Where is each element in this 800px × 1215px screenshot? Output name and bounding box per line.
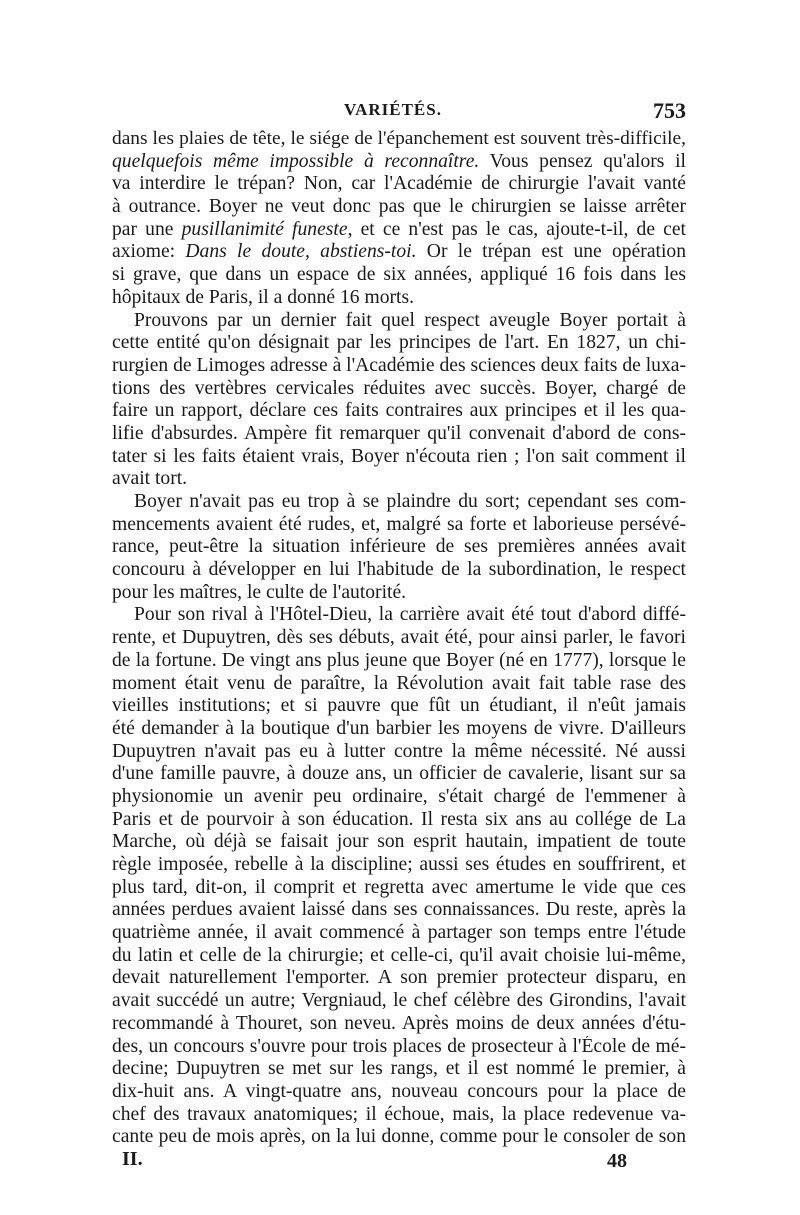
- text-line: par une pusillanimité funeste, et ce n'est pas le cas, ajoute-t-il, de cet: [112, 218, 686, 240]
- text-line: avait succédé un autre; Vergniaud, le chef célèbre des Girondins, l'avait: [112, 990, 686, 1012]
- text-line: axiome: Dans le doute, abstiens-toi. Or le trépan est une opération: [112, 241, 686, 263]
- text-line: tions des vertèbres cervicales réduites avec succès. Boyer, chargé de: [112, 377, 686, 399]
- text-line: lifie d'absurdes. Ampère fit remarquer qu'il convenait d'abord de cons-: [112, 422, 686, 444]
- text-line: hôpitaux de Paris, il a donné 16 morts.: [112, 286, 415, 308]
- body-text: [112, 128, 686, 1149]
- text-line: quatrième année, il avait commencé à partager son temps entre l'étude: [112, 922, 686, 944]
- text-line: vieilles institutions; et si pauvre que fût un étudiant, il n'eût jamais: [112, 695, 686, 717]
- text-line: rurgien de Limoges adresse à l'Académie des sciences deux faits de luxa-: [112, 354, 686, 376]
- text-line: concouru à développer en lui l'habitude de la subordination, le respect: [112, 559, 686, 581]
- paragraph: [112, 128, 686, 310]
- text-line: avait tort.: [112, 468, 188, 490]
- text-line: rance, peut-être la situation inférieure de ses premières années avait: [112, 536, 686, 558]
- text-line: dans les plaies de tête, le siége de l'épanchement est souvent très-difficile,: [112, 128, 686, 149]
- text-line: règle imposée, rebelle à la discipline; aussi ses études en souffrirent, et: [112, 854, 686, 875]
- text-line: quelquefois même impossible à reconnaître. Vous pensez qu'alors il: [112, 150, 686, 172]
- text-line: chef des travaux anatomiques; il échoue, mais, la place redevenue va-: [112, 1103, 686, 1125]
- text-line: va interdire le trépan? Non, car l'Académie de chirurgie l'avait vanté: [112, 173, 686, 195]
- text-line: rente, et Dupuytren, dès ses débuts, avait été, pour ainsi parler, le favori: [112, 627, 686, 649]
- text-line: devait naturellement l'emporter. A son premier protecteur disparu, en: [112, 967, 686, 989]
- paragraph: [112, 310, 686, 492]
- text-line: de la fortune. De vingt ans plus jeune que Boyer (né en 1777), lorsque le: [112, 649, 686, 671]
- running-title: VARIÉTÉS.: [344, 100, 442, 119]
- text-line: moment était venu de paraître, la Révolution avait fait table rase des: [112, 672, 686, 694]
- text-line: recommandé à Thouret, son neveu. Après moins de deux années d'étu-: [112, 1012, 686, 1034]
- signature-number: 48: [607, 1150, 627, 1172]
- text-line: été demander à la boutique d'un barbier les moyens de vivre. D'ailleurs: [112, 717, 686, 739]
- text-line: faire un rapport, déclare ces faits contraires aux principes et il les qua-: [112, 400, 686, 422]
- text-line: d'une famille pauvre, à douze ans, un officier de cavalerie, lisant sur sa: [112, 763, 686, 785]
- text-line: pour les maîtres, le culte de l'autorité.: [112, 581, 407, 603]
- text-line: du latin et celle de la chirurgie; et celle-ci, qu'il avait choisie lui-même,: [112, 944, 686, 966]
- text-line: cette entité qu'on désignait par les principes de l'art. En 1827, un chi-: [112, 332, 686, 354]
- text-line: dix-huit ans. A vingt-quatre ans, nouveau concours pour la place de: [112, 1080, 686, 1102]
- text-line: physionomie un avenir peu ordinaire, s'était chargé de l'emmener à: [112, 785, 686, 807]
- page-footer: [112, 1148, 686, 1178]
- text-line: Paris et de pourvoir à son éducation. Il resta six ans au collége de La: [112, 808, 686, 830]
- text-line: Marche, où déjà se faisait jour son esprit hautain, impatient de toute: [112, 831, 686, 853]
- text-line: mencements avaient été rudes, et, malgré sa forte et laborieuse persévé-: [112, 513, 686, 535]
- text-line: Dupuytren n'avait pas eu à lutter contre la même nécessité. Né aussi: [112, 740, 686, 762]
- text-line: si grave, que dans un espace de six années, appliqué 16 fois dans les: [112, 264, 686, 286]
- text-line: Prouvons par un dernier fait quel respect aveugle Boyer portait à: [134, 309, 686, 331]
- page-number: 753: [653, 98, 686, 123]
- text-line: plus tard, dit-on, il comprit et regretta avec amertume le vide que ces: [112, 876, 686, 898]
- signature-mark: II.: [122, 1148, 143, 1170]
- text-line: cante peu de mois après, on la lui donne, comme pour le consoler de son: [112, 1126, 686, 1148]
- text-line: decine; Dupuytren se met sur les rangs, et il est nommé le premier, à: [112, 1058, 686, 1080]
- text-line: années perdues avaient laissé dans ses connaissances. Du reste, après la: [112, 899, 686, 921]
- text-line: tater si les faits étaient vrais, Boyer n'écouta rien ; l'on sait comment il: [112, 445, 686, 467]
- text-line: des, un concours s'ouvre pour trois places de prosecteur à l'École de mé-: [112, 1035, 686, 1057]
- text-line: Boyer n'avait pas eu trop à se plaindre du sort; cependant ses com-: [134, 491, 686, 512]
- page-header: [112, 98, 686, 128]
- paragraph: [112, 604, 686, 1149]
- text-line: à outrance. Boyer ne veut donc pas que le chirurgien se laisse arrêter: [112, 196, 686, 218]
- paragraph: [112, 491, 686, 604]
- text-line: Pour son rival à l'Hôtel-Dieu, la carrière avait été tout d'abord diffé-: [134, 604, 686, 626]
